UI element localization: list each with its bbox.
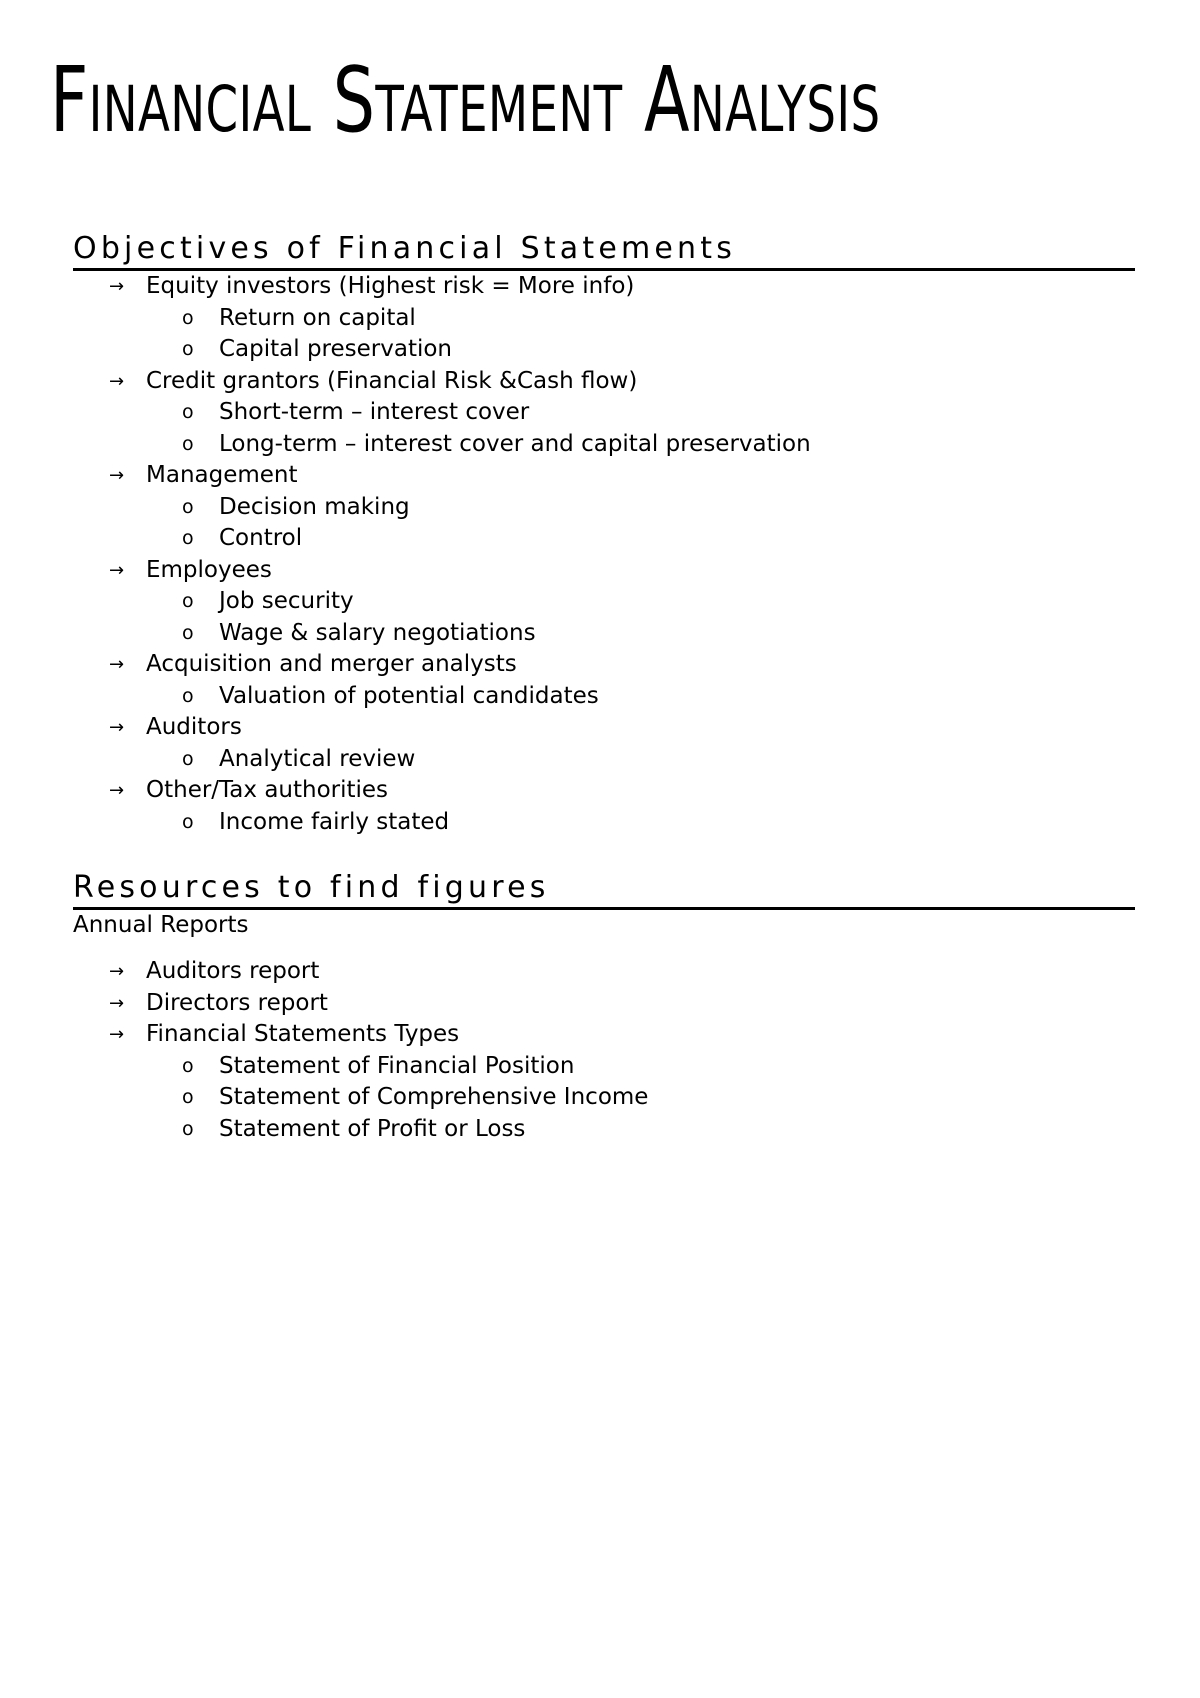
arrow-icon: → bbox=[109, 465, 125, 486]
sub-list-item-label: Statement of Financial Position bbox=[219, 1052, 575, 1079]
sub-list-item bbox=[73, 586, 1135, 618]
resources-list bbox=[73, 956, 1135, 1145]
arrow-icon: → bbox=[109, 992, 125, 1014]
list-item-label: Directors report bbox=[146, 989, 328, 1016]
sub-list-item-label: Short-term – interest cover bbox=[219, 399, 530, 425]
circle-bullet-icon: o bbox=[182, 1117, 194, 1140]
circle-bullet-icon: o bbox=[182, 1054, 194, 1077]
list-item bbox=[73, 712, 1135, 744]
circle-bullet-icon: o bbox=[182, 810, 194, 833]
list-item-label: Auditors report bbox=[146, 958, 320, 984]
section-resources bbox=[73, 869, 1135, 1145]
circle-bullet-icon: o bbox=[182, 527, 194, 549]
sub-list-item-label: Income fairly stated bbox=[219, 808, 450, 835]
sub-list-item bbox=[73, 334, 1135, 366]
list-item bbox=[73, 366, 1135, 398]
sub-list-item-label: Long-term – interest cover and capital preservation bbox=[219, 430, 811, 457]
sub-list-item-label: Decision making bbox=[219, 493, 410, 520]
arrow-icon: → bbox=[109, 717, 125, 738]
sub-list-item-label: Valuation of potential candidates bbox=[219, 682, 599, 709]
spacer bbox=[73, 941, 1135, 956]
title-area bbox=[0, 0, 1200, 200]
circle-bullet-icon: o bbox=[182, 590, 194, 612]
circle-bullet-icon: o bbox=[182, 432, 194, 455]
list-item-label: Financial Statements Types bbox=[146, 1021, 460, 1047]
sub-list-item bbox=[73, 492, 1135, 524]
list-item bbox=[73, 460, 1135, 492]
list-item bbox=[73, 775, 1135, 807]
sub-list-item-label: Wage & salary negotiations bbox=[219, 619, 536, 646]
sub-list-item-label: Control bbox=[219, 525, 303, 551]
sub-list-item bbox=[73, 397, 1135, 429]
circle-bullet-icon: o bbox=[182, 684, 194, 707]
sub-list-item-label: Analytical review bbox=[219, 745, 416, 772]
list-item bbox=[73, 649, 1135, 681]
list-item-label: Acquisition and merger analysts bbox=[146, 651, 517, 677]
list-item bbox=[73, 956, 1135, 988]
arrow-icon: → bbox=[109, 559, 125, 581]
subheading-annual-reports: Annual Reports bbox=[73, 912, 249, 938]
arrow-icon: → bbox=[109, 1024, 125, 1045]
sub-list-item-label: Return on capital bbox=[219, 304, 416, 331]
sub-list-item bbox=[73, 523, 1135, 555]
list-item-label: Employees bbox=[146, 556, 272, 583]
list-item bbox=[73, 1019, 1135, 1051]
arrow-icon: → bbox=[109, 780, 125, 801]
sub-list-item bbox=[73, 429, 1135, 461]
sub-list-item bbox=[73, 1114, 1135, 1146]
circle-bullet-icon: o bbox=[182, 1086, 194, 1108]
sub-list-item bbox=[73, 807, 1135, 839]
section-heading: Resources to find figures bbox=[73, 869, 1135, 910]
sub-list-item-label: Statement of Comprehensive Income bbox=[219, 1084, 649, 1110]
list-item bbox=[73, 271, 1135, 303]
section-heading: Objectives of Financial Statements bbox=[73, 230, 1135, 271]
sub-list-item-label: Job security bbox=[219, 588, 354, 614]
list-item bbox=[73, 988, 1135, 1020]
list-item-label: Management bbox=[146, 462, 298, 488]
arrow-icon: → bbox=[109, 961, 125, 982]
arrow-icon: → bbox=[109, 276, 125, 297]
sub-list-item bbox=[73, 618, 1135, 650]
section-objectives bbox=[73, 230, 1135, 838]
sub-list-item bbox=[73, 1051, 1135, 1083]
list-item-label: Equity investors (Highest risk = More info) bbox=[146, 273, 635, 299]
sub-list-item bbox=[73, 1082, 1135, 1114]
circle-bullet-icon: o bbox=[182, 621, 194, 644]
circle-bullet-icon: o bbox=[182, 495, 194, 518]
circle-bullet-icon: o bbox=[182, 747, 194, 770]
arrow-icon: → bbox=[109, 654, 125, 675]
sub-list-item bbox=[73, 744, 1135, 776]
list-item bbox=[73, 555, 1135, 587]
arrow-icon: → bbox=[109, 370, 125, 392]
list-item-label: Credit grantors (Financial Risk &Cash flow) bbox=[146, 367, 638, 394]
sub-list-item-label: Statement of Profit or Loss bbox=[219, 1115, 526, 1142]
circle-bullet-icon: o bbox=[182, 338, 194, 360]
page-title: Financial Statement Analysis bbox=[50, 48, 881, 153]
list-item-label: Auditors bbox=[146, 714, 242, 740]
circle-bullet-icon: o bbox=[182, 306, 194, 329]
objectives-list bbox=[73, 271, 1135, 838]
circle-bullet-icon: o bbox=[182, 401, 194, 423]
sub-list-item-label: Capital preservation bbox=[219, 336, 453, 362]
list-item-label: Other/Tax authorities bbox=[146, 777, 389, 803]
sub-list-item bbox=[73, 681, 1135, 713]
sub-list-item bbox=[73, 303, 1135, 335]
